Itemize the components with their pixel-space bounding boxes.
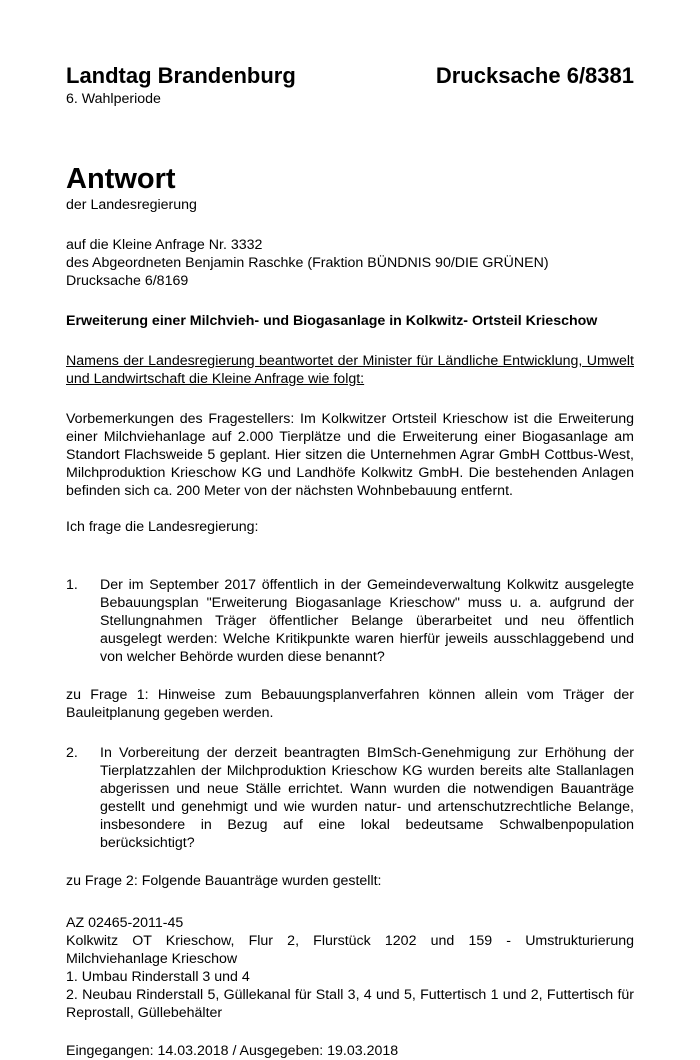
document-page	[66, 62, 634, 1060]
question-1-text: Der im September 2017 öffentlich in der Gemeindeverwaltung Kolkwitz ausgelegte Bebauungsplan "Erweiterung Biogasanlage Krieschow" muss u. a. aufgrund der Stellungnahmen Träger öffentlicher Belange überarbeitet und neu öffentlich ausgelegt werden: Welche Kritikpunkte waren hierfür jeweils ausschlaggebend und von welcher Behörde wurden diese benannt?	[100, 577, 634, 665]
building-application	[66, 914, 634, 1022]
document-subtitle: der Landesregierung	[66, 197, 197, 213]
preliminary-remarks: Vorbemerkungen des Fragestellers: Im Kolkwitzer Ortsteil Krieschow ist die Erweiterung einer Milchviehanlage auf 2.000 Tierplätze und die Erweiterung einer Biogasanlage am Standort Flachsweide 5 geplant. Hier sitzen die Unternehmen Agrar GmbH Cottbus-West, Milchproduktion Krieschow KG und Landhöfe Kolkwitz GmbH. Die bestehenden Anlagen befinden sich ca. 200 Meter von der nächsten Wohnbebauung entfernt.	[66, 411, 634, 499]
application-reference: AZ 02465-2011-45	[66, 915, 184, 931]
document-footer: Eingegangen: 14.03.2018 / Ausgegeben: 19.03.2018	[66, 1043, 399, 1059]
intro-statement: Namens der Landesregierung beantwortet der Minister für Ländliche Entwicklung, Umwelt und Landwirtschaft die Kleine Anfrage wie folgt:	[66, 353, 634, 387]
question-2-text: In Vorbereitung der derzeit beantragten BImSch-Genehmigung zur Erhöhung der Tierplatzzahlen der Milchproduktion Krieschow KG wurden bereits alte Stallanlagen abgerissen und neue Ställe errichtet. Wann wurden die notwendigen Bauanträge gestellt und genehmigt und wie wurden natur- und artenschutzrechtliche Belange, insbesondere in Bezug auf eine lokal bedeutsame Schwalbenpopulation berücksichtigt?	[100, 745, 634, 851]
inquiry-number: auf die Kleine Anfrage Nr. 3332	[66, 237, 263, 253]
legislative-period: 6. Wahlperiode	[66, 91, 161, 107]
question-2-number: 2.	[66, 745, 78, 761]
question-2	[66, 744, 634, 852]
document-number: Drucksache 6/8381	[435, 63, 634, 88]
question-1-number: 1.	[66, 577, 78, 593]
inquiry-print-number: Drucksache 6/8169	[66, 273, 189, 289]
document-header	[66, 62, 634, 90]
document-title: Antwort	[66, 163, 176, 195]
application-item-1: 1. Umbau Rinderstall 3 und 4	[66, 969, 250, 985]
inquiry-author: des Abgeordneten Benjamin Raschke (Fraktion BÜNDNIS 90/DIE GRÜNEN)	[66, 255, 549, 271]
institution-name: Landtag Brandenburg	[66, 63, 296, 88]
application-location: Kolkwitz OT Krieschow, Flur 2, Flurstück 1202 und 159 - Umstrukturierung Milchviehanlage Krieschow	[66, 933, 634, 967]
question-1	[66, 576, 634, 666]
document-subject: Erweiterung einer Milchvieh- und Biogasanlage in Kolkwitz- Ortsteil Krieschow	[66, 313, 598, 329]
application-item-2: 2. Neubau Rinderstall 5, Güllekanal für Stall 3, 4 und 5, Futtertisch 1 und 2, Futtertisch für Reprostall, Güllebehälter	[66, 987, 634, 1021]
answer-2: zu Frage 2: Folgende Bauanträge wurden gestellt:	[66, 873, 382, 889]
question-prompt: Ich frage die Landesregierung:	[66, 519, 259, 535]
answer-1: zu Frage 1: Hinweise zum Bebauungsplanverfahren können allein vom Träger der Bauleitplanung gegeben werden.	[66, 687, 634, 721]
inquiry-reference	[66, 236, 634, 290]
